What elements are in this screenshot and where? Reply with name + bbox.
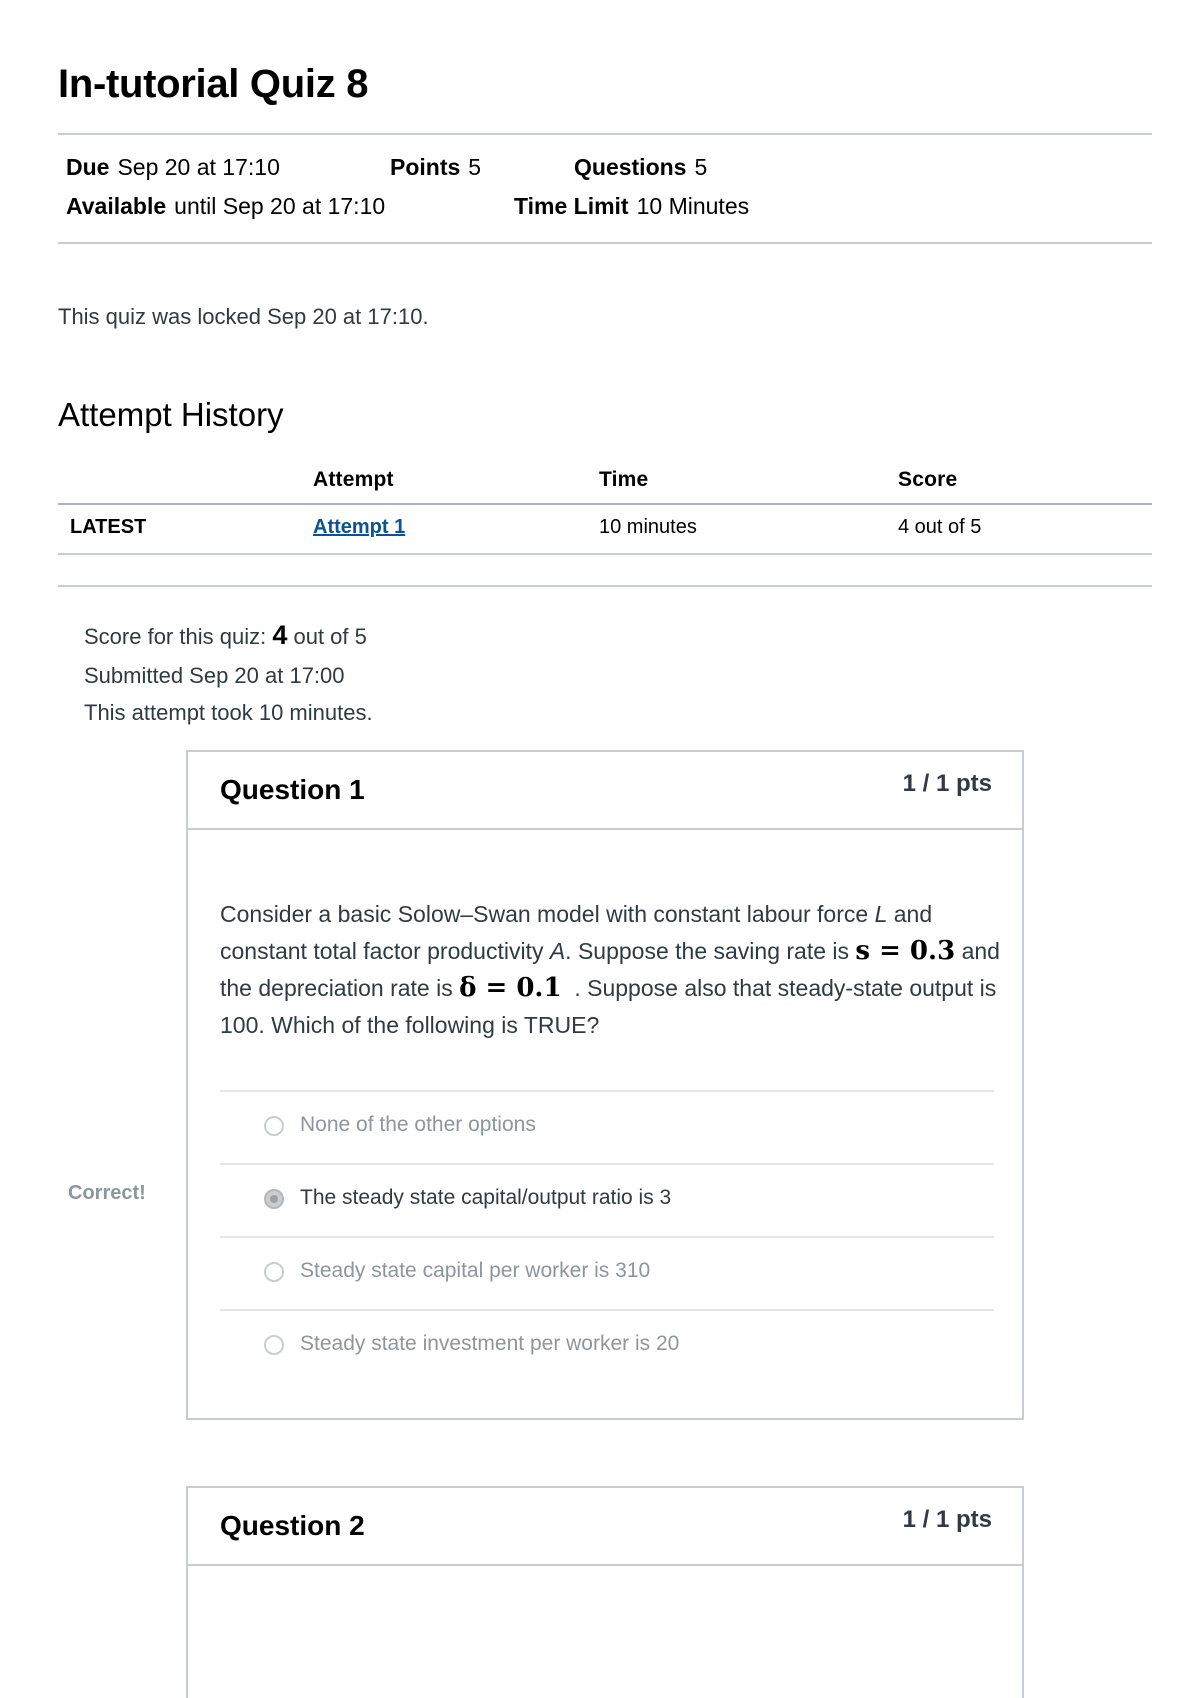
questions-value: 5 [694, 154, 708, 180]
answer-label: None of the other options [300, 1113, 536, 1136]
divider [58, 242, 1152, 244]
variable-a: A [549, 938, 566, 964]
radio-button-selected[interactable] [264, 1189, 284, 1209]
score-value: 4 [272, 620, 288, 650]
time-limit-label: Time Limit [514, 193, 629, 219]
radio-button[interactable] [264, 1335, 284, 1355]
answer-label: Steady state investment per worker is 20 [300, 1332, 680, 1355]
answer-option-selected[interactable] [220, 1163, 994, 1236]
question-card [186, 1486, 1024, 1698]
page-title: In-tutorial Quiz 8 [58, 62, 369, 106]
quiz-score [84, 620, 367, 651]
questions-info [574, 154, 707, 181]
correct-answer-tag: Correct! [68, 1182, 146, 1204]
question-points: 1 / 1 pts [902, 1506, 992, 1533]
question-text-part: . Suppose also that steady-state output is 100. Which of the following is TRUE? [220, 975, 997, 1038]
table-divider [58, 553, 1152, 555]
divider [58, 133, 1152, 135]
column-header-score: Score [898, 468, 958, 491]
question-text-part: Consider a basic Solow–Swan model with constant labour force [220, 901, 869, 927]
due-label: Due [66, 154, 110, 180]
attempt-history-heading: Attempt History [58, 396, 284, 433]
table-header-divider [58, 503, 1152, 505]
available-value: until Sep 20 at 17:10 [174, 193, 386, 219]
saving-rate-equation: s = 0.3 [855, 936, 956, 966]
attempt-time: 10 minutes [599, 516, 697, 538]
available-info [66, 193, 385, 220]
divider [58, 585, 1152, 587]
answer-option[interactable] [220, 1090, 994, 1163]
column-header-attempt: Attempt [313, 468, 394, 491]
question-header [188, 1488, 1022, 1566]
question-text-part: and constant total factor productivity [220, 901, 933, 964]
answer-label: Steady state capital per worker is 310 [300, 1259, 651, 1282]
answer-option[interactable] [220, 1236, 994, 1309]
questions-label: Questions [574, 154, 687, 180]
column-header-time: Time [599, 468, 649, 491]
score-suffix: out of 5 [293, 624, 367, 649]
due-info [66, 154, 280, 181]
attempt-duration: This attempt took 10 minutes. [84, 700, 373, 725]
answer-list [220, 1090, 994, 1382]
attempt-score: 4 out of 5 [898, 516, 982, 538]
question-points: 1 / 1 pts [902, 770, 992, 797]
question-text-part: . Suppose the saving rate is [565, 938, 850, 964]
answer-option[interactable] [220, 1309, 994, 1382]
radio-button[interactable] [264, 1262, 284, 1282]
score-prefix: Score for this quiz: [84, 624, 267, 649]
question-text-part: and the depreciation rate is [220, 938, 1000, 1001]
points-label: Points [390, 154, 461, 180]
time-limit-info [514, 193, 749, 220]
attempt-link[interactable]: Attempt 1 [313, 516, 406, 538]
question-title: Question 1 [220, 774, 365, 805]
question-card [186, 750, 1024, 1420]
available-label: Available [66, 193, 167, 219]
variable-l: L [874, 901, 888, 927]
question-text [220, 896, 1000, 1044]
latest-badge: LATEST [70, 516, 147, 538]
submitted-time: Submitted Sep 20 at 17:00 [84, 663, 345, 688]
question-header [188, 752, 1022, 830]
locked-notice: This quiz was locked Sep 20 at 17:10. [58, 304, 429, 329]
points-value: 5 [468, 154, 482, 180]
time-limit-value: 10 Minutes [636, 193, 750, 219]
points-info [390, 154, 481, 181]
due-value: Sep 20 at 17:10 [117, 154, 280, 180]
radio-button[interactable] [264, 1116, 284, 1136]
answer-label: The steady state capital/output ratio is 3 [300, 1186, 672, 1209]
depreciation-rate-equation: δ = 0.1 [459, 973, 562, 1003]
question-title: Question 2 [220, 1510, 365, 1541]
